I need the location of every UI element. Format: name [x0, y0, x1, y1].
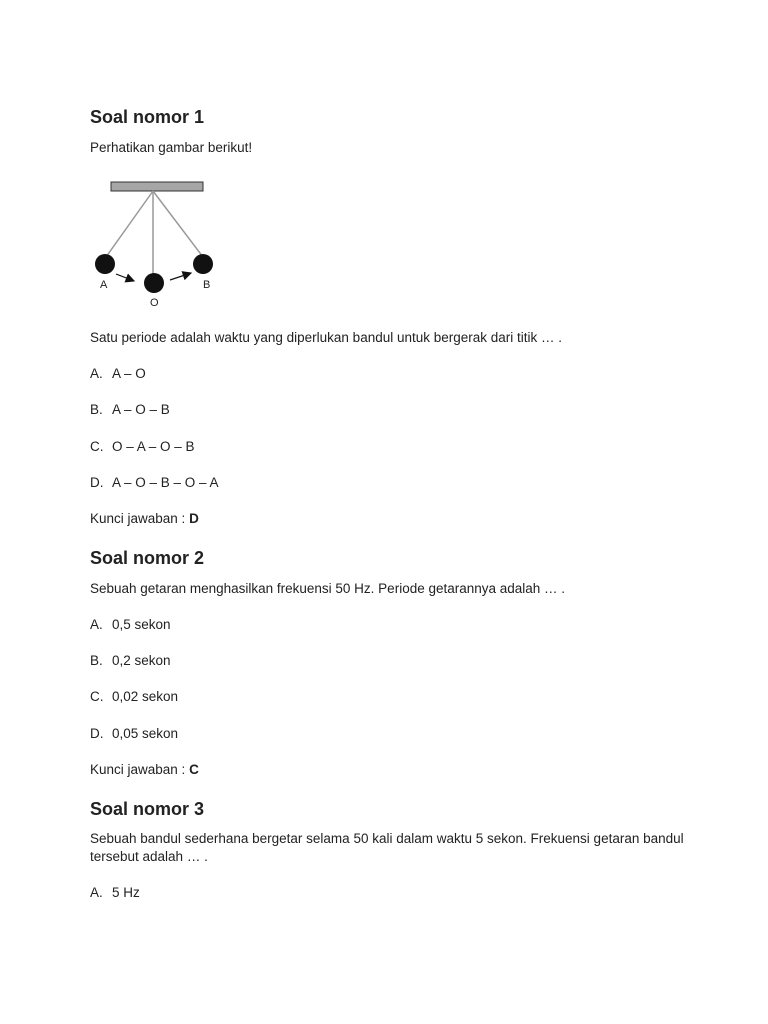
question-1-intro: Perhatikan gambar berikut!	[90, 140, 253, 155]
label-b: B	[203, 279, 211, 291]
question-2-option-d: D. 0,05 sekon	[90, 726, 179, 741]
pendulum-bob-b	[193, 254, 213, 274]
question-1-text: Satu periode adalah waktu yang diperlukan bandul untuk bergerak dari titik … .	[90, 330, 563, 345]
pendulum-string-left	[106, 191, 153, 257]
question-1-title: Soal nomor 1	[90, 107, 205, 127]
question-2-answer-value: C	[189, 762, 199, 777]
label-a: A	[100, 279, 108, 291]
question-1-option-a: A. A – O	[90, 366, 146, 381]
question-3-title: Soal nomor 3	[90, 799, 205, 819]
arrow-o-to-b	[170, 273, 191, 280]
question-2-option-a: A. 0,5 sekon	[90, 617, 171, 632]
question-1-option-b: B. A – O – B	[90, 402, 170, 417]
pendulum-bob-o	[144, 273, 164, 293]
question-1-answer-value: D	[189, 511, 199, 526]
arrow-a-to-o	[116, 274, 134, 281]
question-2-text: Sebuah getaran menghasilkan frekuensi 50 Hz. Periode getarannya adalah … .	[90, 581, 566, 596]
question-1-option-c: C. O – A – O – B	[90, 439, 195, 454]
question-2-answer-key: Kunci jawaban : C	[90, 762, 199, 777]
question-2-title: Soal nomor 2	[90, 548, 205, 568]
pendulum-support-bar	[111, 182, 203, 191]
question-3-text: Sebuah bandul sederhana bergetar selama 50 kali dalam waktu 5 sekon. Frekuensi getaran bandul tersebut adalah … .	[90, 831, 684, 864]
pendulum-figure	[90, 175, 230, 315]
question-3-option-a: A. 5 Hz	[90, 885, 140, 900]
question-2-option-c: C. 0,02 sekon	[90, 689, 179, 704]
question-1-option-d: D. A – O – B – O – A	[90, 475, 219, 490]
question-1-answer-key: Kunci jawaban : D	[90, 511, 199, 526]
pendulum-bob-a	[95, 254, 115, 274]
question-2-option-b: B. 0,2 sekon	[90, 653, 171, 668]
label-o: O	[150, 297, 159, 309]
pendulum-string-right	[153, 191, 203, 257]
